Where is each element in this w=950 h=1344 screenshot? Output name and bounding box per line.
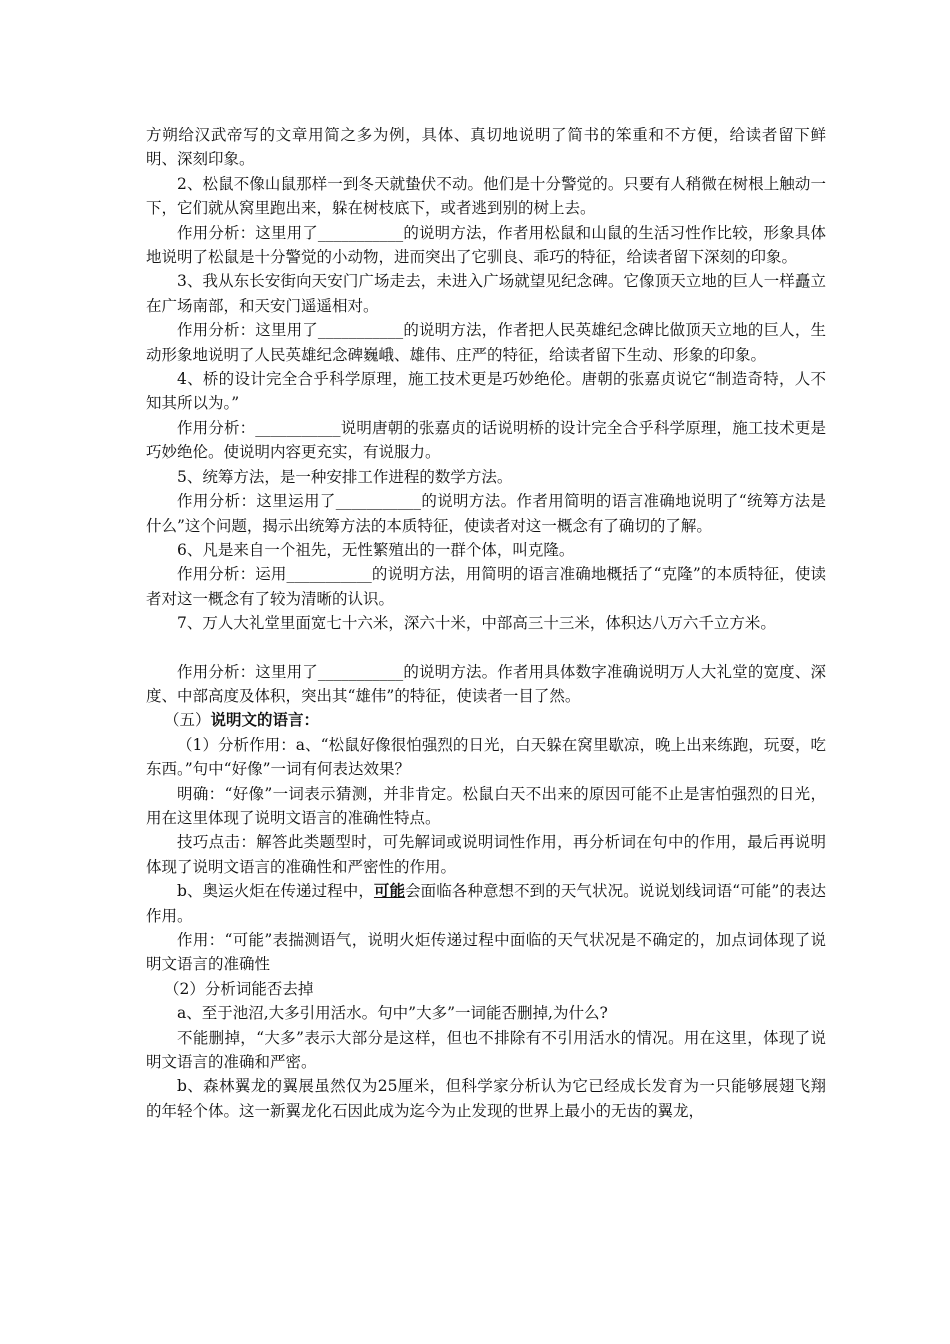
example-2: 2、松鼠不像山鼠那样一到冬天就蛰伏不动。他们是十分警觉的。只要有人稍微在树根上触动一下，它们就从窝里跑出来，躲在树枝底下，或者逃到别的树上去。 (146, 174, 826, 218)
section-number: （五） (164, 711, 211, 730)
example-4: 4、桥的设计完全合乎科学原理，施工技术更是巧妙绝伦。唐朝的张嘉贞说它“制造奇特，人不知其所以为。” (146, 370, 826, 413)
answer-1b: 作用：“可能”表揣测语气，说明火炬传递过程中面临的天气状况是不确定的，加点词体现了说明文语言的准确性 (146, 931, 826, 974)
answer-1a: 明确：“好像”一词表示猜测，并非肯定。松鼠白天不出来的原因可能不止是害怕强烈的日光，用在这里体现了说明文语言的准确性特点。 (146, 784, 826, 827)
section-heading (146, 708, 826, 732)
example-3: 3、我从东长安街向天安门广场走去，未进入广场就望见纪念碑。它像顶天立地的巨人一样矗立在广场南部，和天安门遥遥相对。 (146, 272, 826, 315)
example-6: 6、凡是来自一个祖先，无性繁殖出的一群个体，叫克隆。 (177, 540, 575, 559)
blank-line (146, 636, 826, 660)
example-7: 7、万人大礼堂里面宽七十六米，深六十米，中部高三十三米，体积达八万六千立方米。 (177, 614, 776, 633)
section-title: 说明文的语言： (210, 710, 320, 730)
question-2a: a、至于池沼,大多引用活水。句中”大多”一词能否删掉,为什么? (177, 1004, 608, 1023)
underlined-word: 可能 (373, 881, 406, 901)
question-1b-end: 会面临各种意想不到的天气状况。说说划线词语“可能”的表达作用。 (146, 882, 826, 925)
analysis-3: 作用分析：这里用了___________的说明方法，作者把人民英雄纪念碑比做顶天立地的巨人，生动形象地说明了人民英雄纪念碑巍峨、雄伟、庄严的特征，给读者留下生动、形象的印象。 (146, 321, 826, 364)
answer-2a: 不能删掉，“大多”表示大部分是这样，但也不排除有不引用活水的情况。用在这里，体现了说明文语言的准确和严密。 (146, 1028, 826, 1072)
subsection-2: （2）分析词能否去掉 (164, 979, 314, 998)
example-5: 5、统筹方法，是一种安排工作进程的数学方法。 (177, 467, 513, 486)
question-1b-start: b、奥运火炬在传递过程中， (177, 882, 374, 901)
question-1b (146, 879, 826, 928)
document-page (146, 123, 826, 1123)
paragraph-1: 方朔给汉武帝写的文章用简之多为例，具体、真切地说明了简书的笨重和不方便，给读者留下鲜明、深刻印象。 (146, 126, 826, 169)
analysis-7: 作用分析：这里用了___________的说明方法。作者用具体数字准确说明万人大礼堂的宽度、深度、中部高度及体积，突出其“雄伟”的特征，使读者一目了然。 (146, 662, 826, 705)
analysis-2: 作用分析：这里用了___________的说明方法，作者用松鼠和山鼠的生活习性作比较，形象具体地说明了松鼠是十分警觉的小动物，进而突出了它驯良、乖巧的特征，给读者留下深刻的印象。 (146, 223, 826, 267)
question-1a: （1）分析作用：a、“松鼠好像很怕强烈的日光，白天躲在窝里歇凉，晚上出来练跑，玩耍，吃东西。”句中“好像”一词有何表达效果？ (146, 735, 826, 779)
analysis-4: 作用分析：___________说明唐朝的张嘉贞的话说明桥的设计完全合乎科学原理，施工技术更是巧妙绝伦。使说明内容更充实，有说服力。 (146, 418, 826, 462)
analysis-5: 作用分析：这里运用了___________的说明方法。作者用简明的语言准确地说明了“统筹方法是什么”这个问题，揭示出统筹方法的本质特征，使读者对这一概念有了确切的了解。 (146, 492, 826, 535)
question-2b: b、森林翼龙的翼展虽然仅为25厘米，但科学家分析认为它已经成长发育为一只能够展翅飞翔的年轻个体。这一新翼龙化石因此成为迄今为止发现的世界上最小的无齿的翼龙， (146, 1077, 826, 1120)
analysis-6: 作用分析：运用___________的说明方法，用简明的语言准确地概括了“克隆”的本质特征，使读者对这一概念有了较为清晰的认识。 (146, 565, 826, 608)
tip-1a: 技巧点击：解答此类题型时，可先解词或说明词性作用，再分析词在句中的作用，最后再说明体现了说明文语言的准确性和严密性的作用。 (146, 833, 826, 876)
